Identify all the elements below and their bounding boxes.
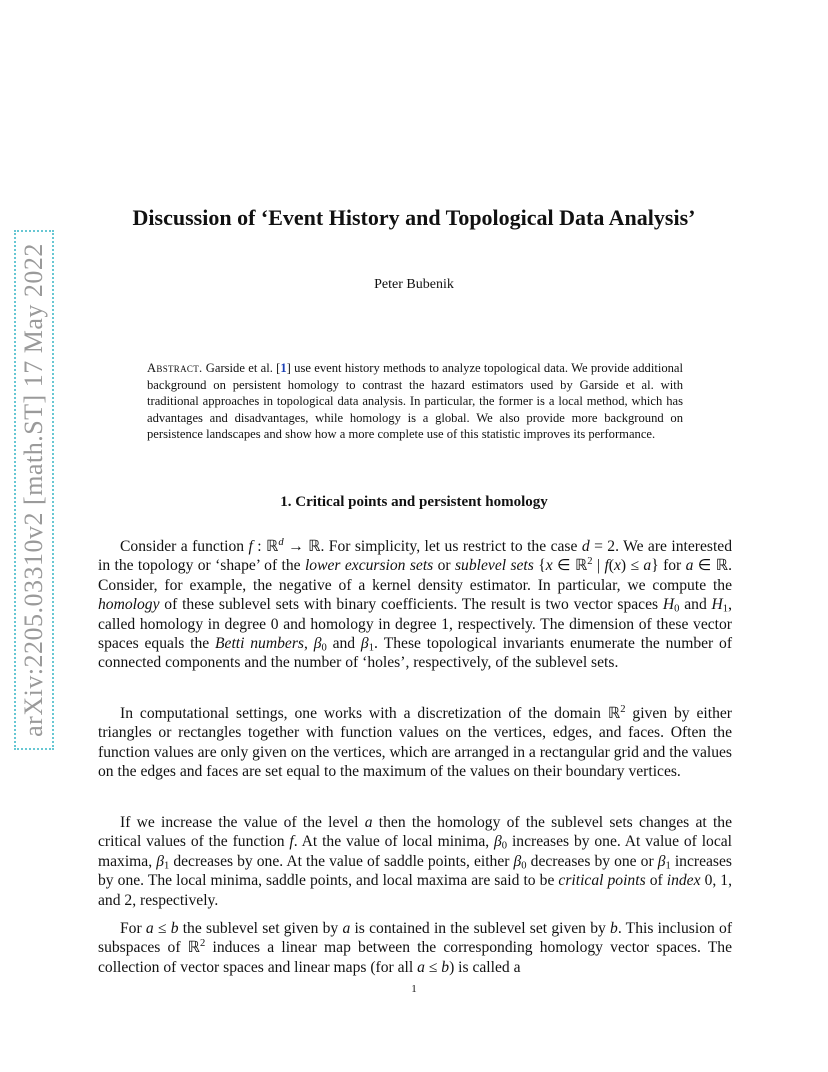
math-symbol: β xyxy=(360,635,369,653)
text-run: or xyxy=(433,557,455,575)
citation-link[interactable]: 1 xyxy=(280,361,287,375)
math-superscript: 2 xyxy=(200,938,206,950)
math-symbol: b xyxy=(170,920,179,937)
text-run: and xyxy=(326,635,361,653)
emphasis: Betti numbers xyxy=(215,635,304,653)
math-symbol: f xyxy=(248,538,253,555)
text-run: . This inclusion of subspaces of ℝ xyxy=(98,920,733,957)
math-superscript: 2 xyxy=(587,556,593,568)
math-symbol: β xyxy=(513,852,522,870)
text-run: of these sublevel sets with binary coefficients. The result is two vector spaces xyxy=(159,596,663,614)
math-superscript: 2 xyxy=(620,704,626,716)
math-symbol: H xyxy=(662,596,675,614)
math-symbol: x xyxy=(545,557,553,575)
text-run: ≤ xyxy=(424,958,442,976)
text-run: ∈ ℝ. Consider, for example, the negative of a kernel density estimator. In particular, we compute the xyxy=(98,557,732,594)
math-symbol: a xyxy=(342,920,351,937)
text-run: decreases by one or xyxy=(526,852,658,870)
math-symbol: ℝ xyxy=(266,538,279,555)
abstract-text-2: ] use event history methods to analyze topological data. We provide additional background on persistent homology to contrast the hazard estimators used by Garside et al. with traditional approaches in topological data analysis. In particular, the former is a local method, which has advantages and disadvantages, while homology is a global. We also provide more background on persistence landscapes and show how a more complete use of this statistic improves its performance. xyxy=(147,361,684,441)
text-run: } for xyxy=(651,557,686,575)
text-run: ∈ ℝ xyxy=(552,557,588,575)
math-symbol: H xyxy=(711,596,723,614)
math-subscript: 1 xyxy=(665,860,671,872)
text-run: = 2. We are interested in the topology or ‘shape’ of the xyxy=(98,538,733,575)
math-symbol: a xyxy=(643,557,652,575)
math-symbol: β xyxy=(494,833,502,851)
emphasis: sublevel sets xyxy=(454,557,534,575)
text-run: is contained in the sublevel set given by xyxy=(350,920,611,937)
math-symbol: a xyxy=(145,920,154,937)
text-run: and xyxy=(679,596,712,614)
emphasis: lower excursion sets xyxy=(304,557,434,575)
math-subscript: 0 xyxy=(521,860,527,872)
abstract xyxy=(147,360,683,443)
text-run: : xyxy=(252,538,266,555)
math-symbol: a xyxy=(364,814,373,831)
text-run: . These topological invariants enumerate the number of connected components and the number of ‘holes’, respectively, of the sublevel sets. xyxy=(98,635,733,672)
emphasis: homology xyxy=(98,596,160,614)
text-run: In computational settings, one works with a discretization of the domain ℝ xyxy=(120,705,621,722)
section-heading: 1. Critical points and persistent homology xyxy=(280,494,548,510)
paragraph-4 xyxy=(98,919,732,977)
math-symbol: β xyxy=(156,852,164,870)
math-subscript: 0 xyxy=(501,841,508,853)
text-run: For xyxy=(120,920,146,937)
math-symbol: d xyxy=(581,538,590,555)
paragraph-2 xyxy=(98,704,732,782)
arxiv-sidebar-stamp xyxy=(10,230,58,750)
math-subscript: 1 xyxy=(368,642,374,654)
text-run: { xyxy=(533,557,546,575)
text-run: , xyxy=(303,635,314,653)
math-subscript: 1 xyxy=(163,860,170,872)
text-run: decreases by one. At the value of saddle points, either xyxy=(169,852,514,870)
text-run: → ℝ. For simplicity, let us restrict to the case xyxy=(283,538,582,555)
text-run: | xyxy=(592,557,605,575)
text-run: the sublevel set given by xyxy=(178,920,343,937)
math-symbol: a xyxy=(685,557,694,575)
math-symbol: b xyxy=(441,958,450,976)
text-run: ≤ xyxy=(153,920,171,937)
emphasis: index xyxy=(666,872,701,890)
paragraph-3 xyxy=(98,813,732,910)
text-run: ( xyxy=(608,557,614,575)
paper-title: Discussion of ‘Event History and Topological Data Analysis’ xyxy=(132,205,696,230)
text-run: ) is called a xyxy=(449,958,521,976)
text-run: given by either triangles or rectangles together with function values on the vertices, edges, and faces. Often the function values are only given on the vertices, which are arranged in a rectangular grid and the values on the edges and faces are set equal to the maximum of the values on their boundary vertices. xyxy=(98,705,732,781)
text-run: then the homology of the sublevel sets changes at the critical values of the function xyxy=(98,814,732,851)
text-run: . At the value of local minima, xyxy=(293,833,495,851)
math-symbol: β xyxy=(657,852,666,870)
math-symbol: β xyxy=(313,635,322,653)
paragraph-1 xyxy=(98,537,732,673)
text-run: ) ≤ xyxy=(620,557,644,575)
math-subscript: 1 xyxy=(722,603,729,615)
math-symbol: f xyxy=(604,557,609,575)
math-symbol: x xyxy=(614,557,621,575)
text-run: Consider a function xyxy=(120,538,249,555)
emphasis: critical points xyxy=(558,872,646,890)
text-run: If we increase the value of the level xyxy=(120,814,365,831)
text-run: induces a linear map between the corresponding homology vector spaces. The collection of vector spaces and linear maps (for all xyxy=(98,939,732,976)
text-run: , called homology in degree 0 and homology in degree 1, respectively. The dimension of these vector spaces equals the xyxy=(98,596,732,653)
text-run: of xyxy=(645,872,667,890)
math-symbol: a xyxy=(417,958,425,976)
abstract-text-1: Garside et al. [ xyxy=(202,361,281,375)
text-run: 0, 1, and 2, respectively. xyxy=(98,872,733,909)
math-subscript: 0 xyxy=(321,642,327,654)
paper-author: Peter Bubenik xyxy=(374,277,454,292)
math-subscript: 0 xyxy=(674,603,680,615)
page-number: 1 xyxy=(411,983,417,995)
arxiv-identifier: arXiv:2205.03310v2 [math.ST] 17 May 2022 xyxy=(19,243,48,737)
math-superscript: d xyxy=(278,537,284,549)
text-run: increases by one. The local minima, saddle points, and local maxima are said to be xyxy=(98,852,732,890)
math-symbol: f xyxy=(289,833,294,851)
abstract-label: Abstract. xyxy=(147,361,203,375)
math-symbol: b xyxy=(610,920,618,937)
text-run: increases by one. At value of local maxima, xyxy=(98,833,733,870)
